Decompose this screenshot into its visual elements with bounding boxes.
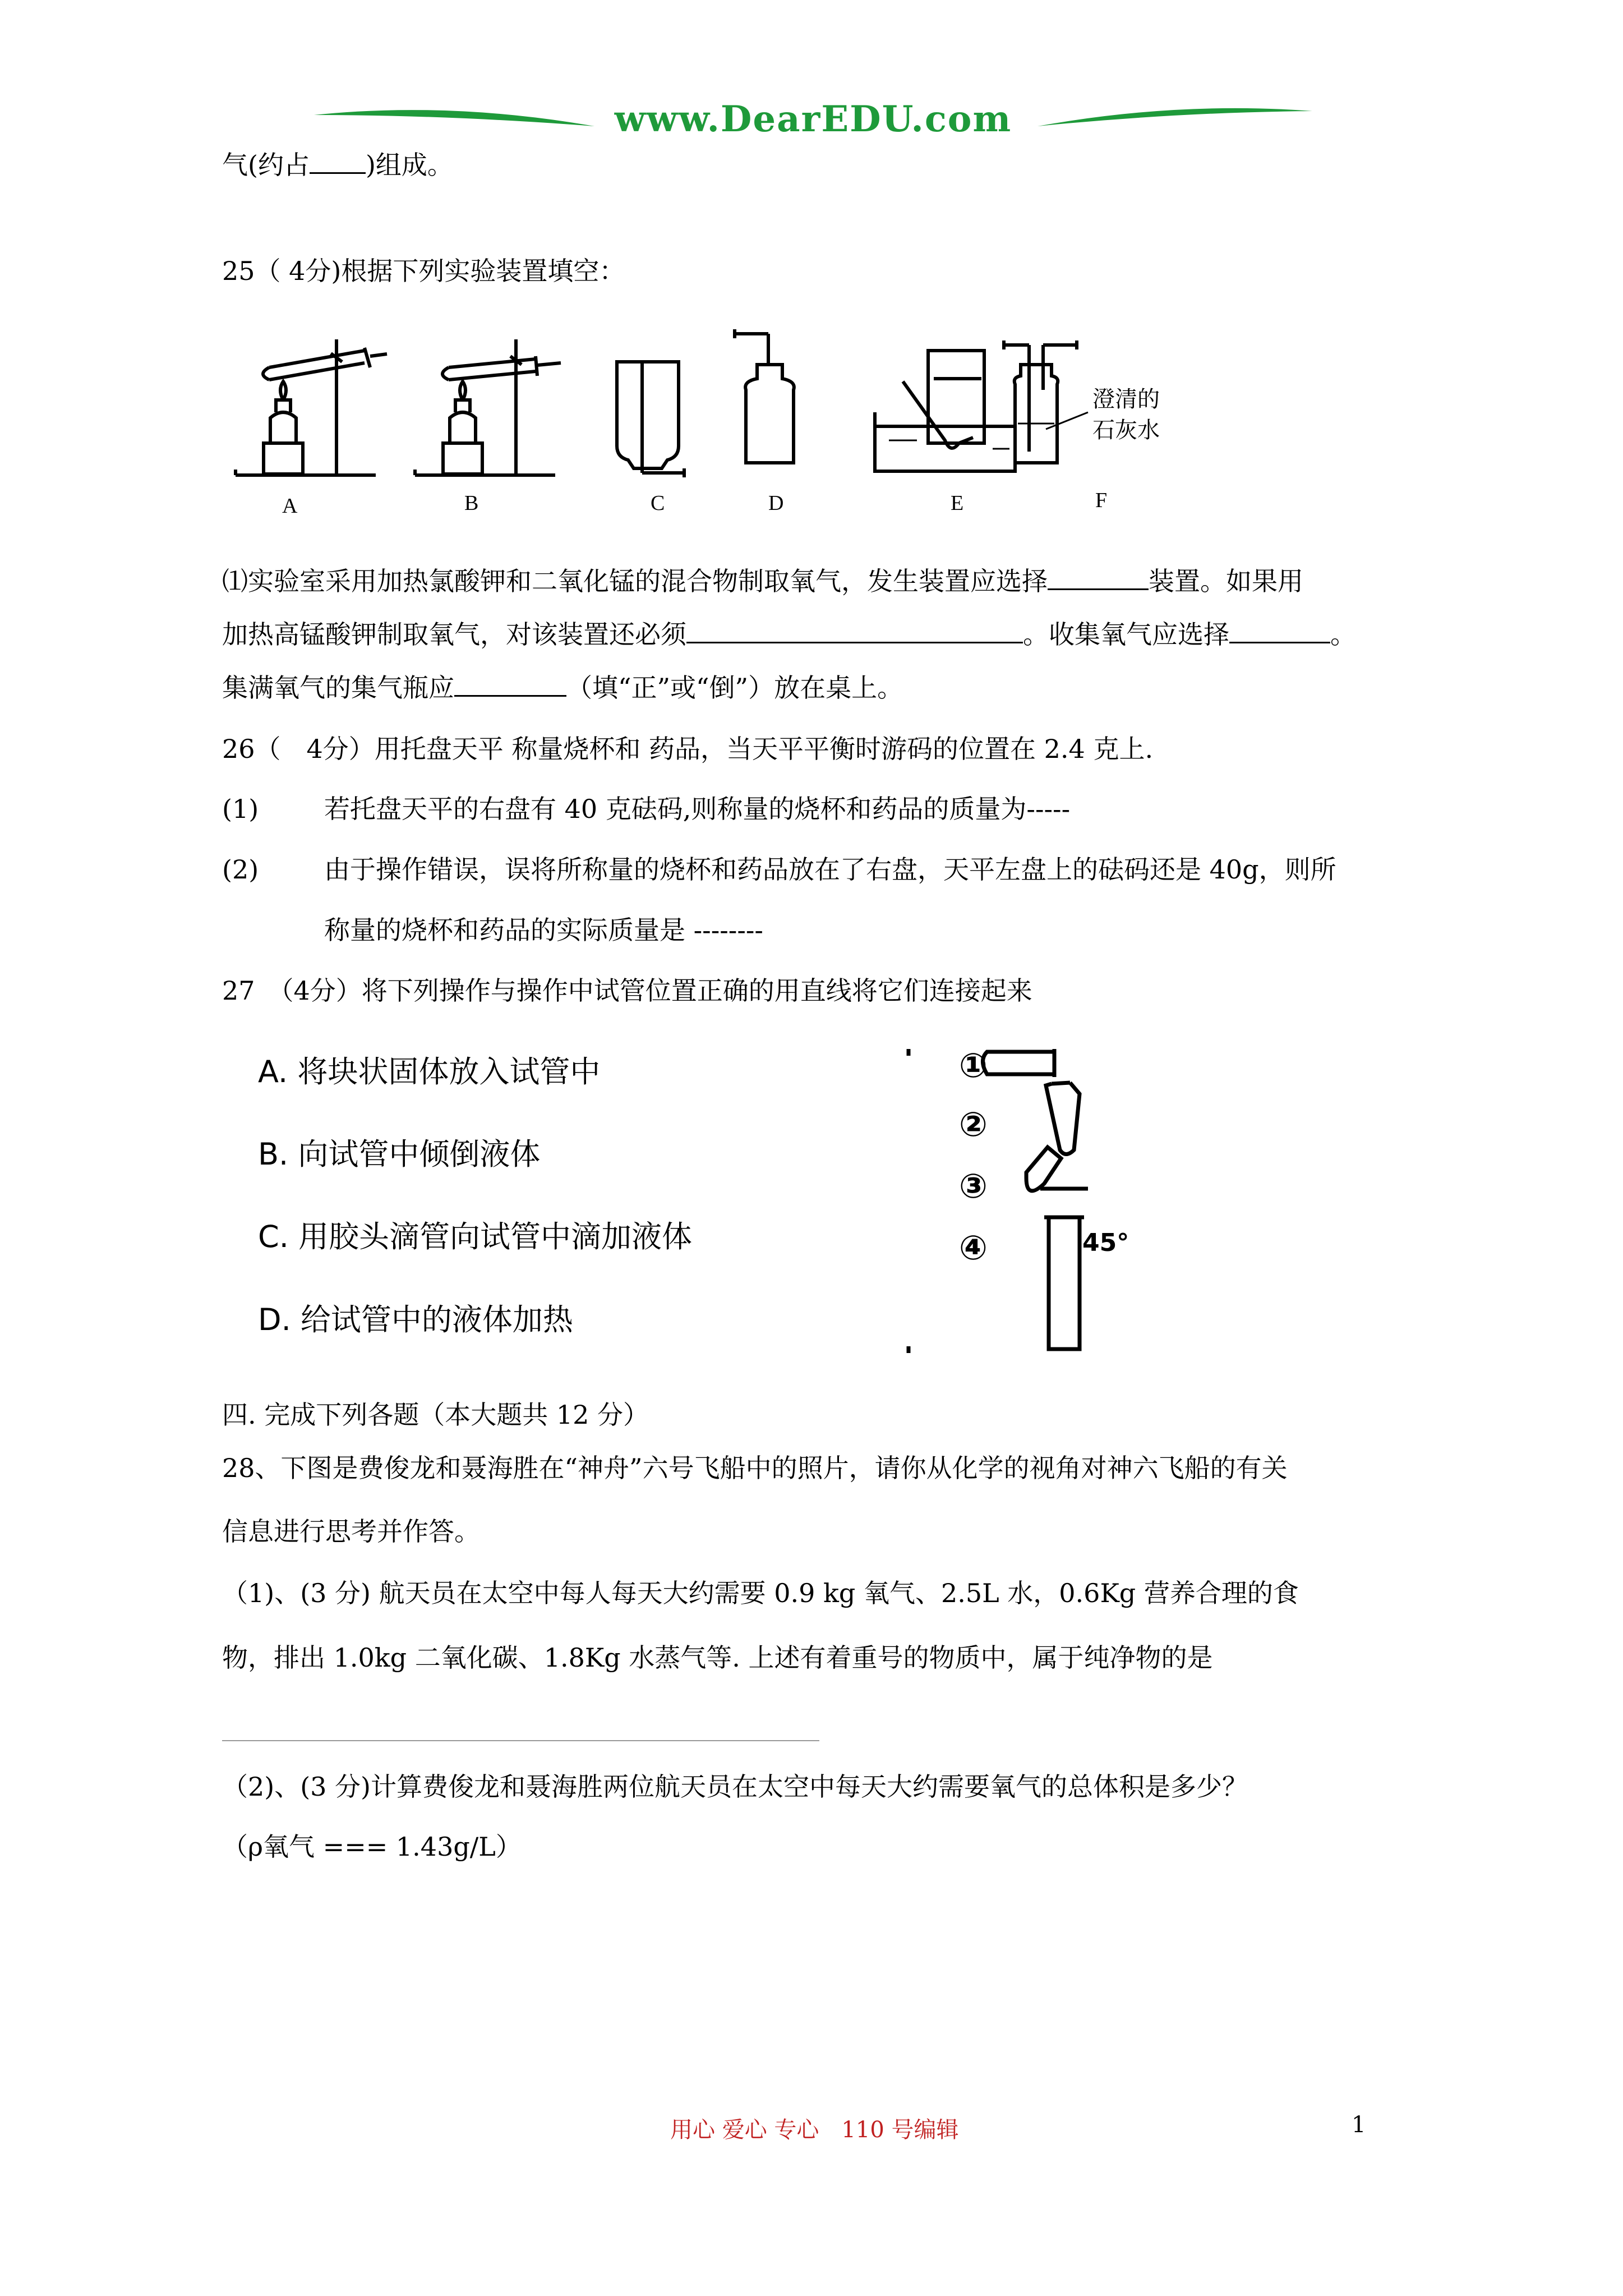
q25-blank-orientation bbox=[454, 670, 566, 697]
q25-line3-text-b: （填“正”或“倒”）放在桌上。 bbox=[566, 673, 903, 703]
q25-label-e: E bbox=[951, 491, 964, 515]
q28-part2-line1: （2)、(3 分)计算费俊龙和聂海胜两位航天员在太空中每天大约需要氧气的总体积是多少？ bbox=[222, 1772, 1248, 1802]
q25-line1-text-a: ⑴实验室采用加热氯酸钾和二氧化锰的混合物制取氧气，发生装置应选择 bbox=[222, 566, 1048, 596]
q28-part1-answer-line bbox=[222, 1740, 819, 1741]
q27-op-c: C. 用胶头滴管向试管中滴加液体 bbox=[258, 1219, 693, 1254]
q27-angle-label: 45° bbox=[1082, 1228, 1129, 1257]
q25-line1-text-b: 装置。如果用 bbox=[1149, 566, 1303, 596]
q25-blank-collect bbox=[1229, 617, 1330, 643]
q25-line3-text-a: 集满氧气的集气瓶应 bbox=[222, 673, 454, 703]
header-site-title: www.DearEDU.com bbox=[614, 98, 1012, 140]
q27-position-2: ② bbox=[959, 1105, 988, 1144]
section4-title: 四. 完成下列各题（本大题共 12 分） bbox=[222, 1400, 649, 1430]
q25-line2-text-a: 加热高锰酸钾制取氧气，对该装置还必须 bbox=[222, 619, 686, 650]
q27-position-1: ① bbox=[959, 1046, 988, 1085]
q28-intro-line1: 28、下图是费俊龙和聂海胜在“神舟”六号飞船中的照片，请你从化学的视角对神六飞船的有关 bbox=[222, 1453, 1288, 1483]
q25-label-d: D bbox=[768, 491, 784, 515]
q25-label-a: A bbox=[282, 494, 298, 518]
q28-intro-line2: 信息进行思考并作答。 bbox=[222, 1516, 480, 1547]
q24-text-after: )组成。 bbox=[365, 150, 453, 180]
q25-line1 bbox=[222, 564, 1303, 598]
q26-title: 26（ 4分）用托盘天平 称量烧杯和 药品，当天平平衡时游码的位置在 2.4 克上. bbox=[222, 734, 1154, 764]
q25-line2 bbox=[222, 617, 1356, 651]
q25-label-b: B bbox=[464, 491, 479, 515]
q28-part1-line1: （1)、(3 分) 航天员在太空中每人每天大约需要 0.9 kg 氧气、2.5L 水，0.6Kg 营养合理的食 bbox=[222, 1578, 1299, 1608]
q25-apparatus-figure bbox=[230, 328, 1239, 513]
q25-label-c: C bbox=[651, 491, 665, 515]
q27-test-tube-figure bbox=[897, 1032, 1122, 1369]
q25-label-f-bottom: 石灰水 bbox=[1092, 417, 1160, 443]
footer-editor-note: 用心 爱心 专心 110 号编辑 bbox=[670, 2117, 959, 2143]
q24-continuation bbox=[222, 148, 453, 182]
q26-item1-number: (1) bbox=[222, 794, 259, 824]
q27-op-b: B. 向试管中倾倒液体 bbox=[258, 1137, 541, 1172]
q26-item2-text: 由于操作错误，误将所称量的烧杯和药品放在了右盘，天平左盘上的砝码还是 40g，则所 bbox=[324, 854, 1336, 885]
q27-position-4: ④ bbox=[959, 1228, 988, 1268]
q26-item2-number: (2) bbox=[222, 854, 259, 885]
q25-label-f: F bbox=[1095, 489, 1108, 512]
q25-line2-text-c: 。 bbox=[1330, 619, 1356, 650]
q25-line3 bbox=[222, 670, 903, 705]
q24-blank bbox=[310, 148, 366, 174]
page-number: 1 bbox=[1352, 2112, 1366, 2138]
q27-op-d: D. 给试管中的液体加热 bbox=[258, 1302, 573, 1337]
q25-blank-apparatus bbox=[1048, 564, 1149, 590]
q25-line2-text-b: 。收集氧气应选择 bbox=[1023, 619, 1229, 650]
q25-label-f-top: 澄清的 bbox=[1092, 386, 1160, 412]
q28-part1-line2: 物，排出 1.0kg 二氧化碳、1.8Kg 水蒸气等. 上述有着重号的物质中，属于纯净物的是 bbox=[222, 1642, 1213, 1673]
q24-text-before: 气(约占 bbox=[222, 150, 310, 180]
q26-item2-text-cont: 称量的烧杯和药品的实际质量是 -------- bbox=[324, 915, 763, 945]
q27-op-a: A. 将块状固体放入试管中 bbox=[258, 1054, 601, 1089]
q25-blank-modify bbox=[686, 617, 1023, 643]
q27-title: 27 （4分）将下列操作与操作中试管位置正确的用直线将它们连接起来 bbox=[222, 976, 1032, 1006]
q27-position-3: ③ bbox=[959, 1167, 988, 1206]
q28-part2-line2: （ρ氧气 === 1.43g/L） bbox=[222, 1832, 522, 1862]
q25-title: 25（ 4分)根据下列实验装置填空： bbox=[222, 256, 625, 286]
q26-item1-text: 若托盘天平的右盘有 40 克砝码,则称量的烧杯和药品的质量为----- bbox=[324, 794, 1071, 824]
header-swoosh-left bbox=[0, 0, 1623, 168]
